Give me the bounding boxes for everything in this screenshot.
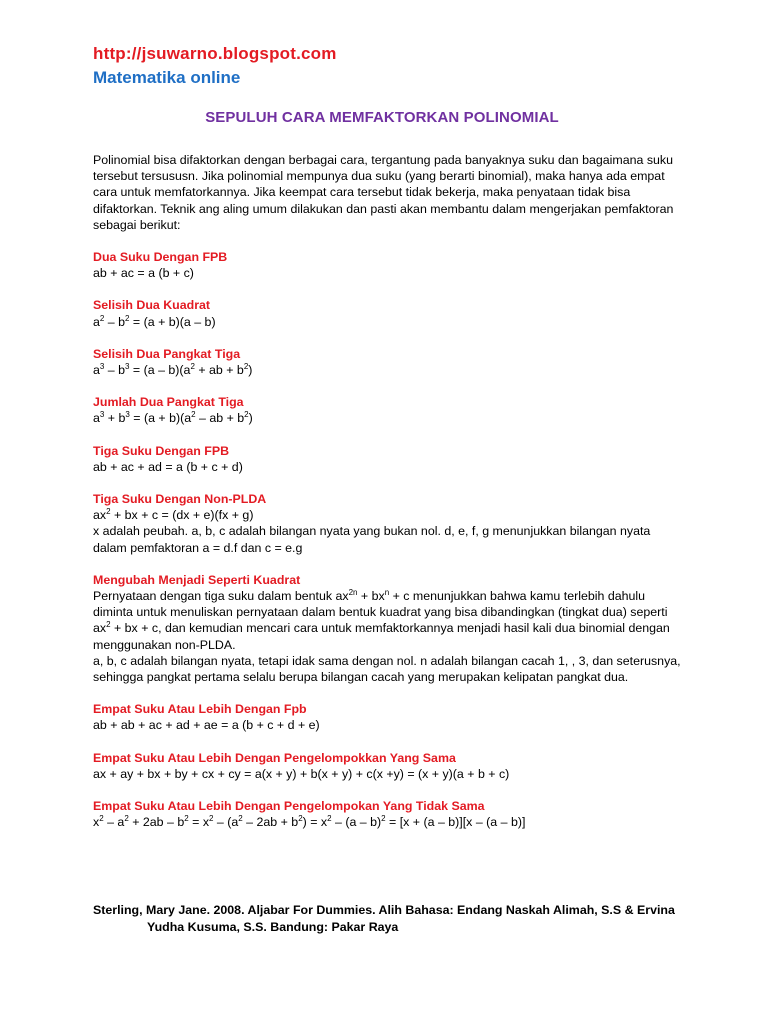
- section-jumlah-dua-pangkat-tiga: [93, 394, 683, 426]
- section-note: x adalah peubah. a, b, c adalah bilangan nyata yang bukan nol. d, e, f, g menunjukkan bilangan nyata dalam pemfaktoran a = d.f dan c = e.g: [93, 524, 651, 555]
- document-title: SEPULUH CARA MEMFAKTORKAN POLINOMIAL: [205, 109, 559, 126]
- formula: $x^2 - a^2 + 2ab - b^2 = x^2 - (a^2 - 2ab + b^2) = x^2 - (a - b)^2 = [x + (a - b)][x - (a - b)]$: [93, 814, 526, 830]
- section-selisih-dua-kuadrat: [93, 297, 683, 329]
- section-tiga-suku-fpb: [93, 443, 683, 475]
- document-body: [93, 152, 683, 847]
- formula: ax + ay + bx + by + cx + cy = a(x + y) + b(x + y) + c(x +y) = (x + y)(a + b + c): [93, 766, 510, 781]
- section-empat-suku-fpb: [93, 701, 683, 733]
- formula: ab + ac + ad = a (b + c + d): [93, 459, 243, 474]
- formula: $a^2 - b^2 = (a + b)(a - b)$: [93, 313, 216, 329]
- section-note: a, b, c adalah bilangan nyata, tetapi idak sama dengan nol. n adalah bilangan cacah 1, , 3, dan seterusnya, sehingga pangkat pertama selalu berupa bilangan cacah yang merupakan kelipatan pangkat dua.: [93, 653, 681, 685]
- formula: $a^3 + b^3 = (a + b)(a^2$ – ab + $b^2$): [93, 410, 253, 426]
- formula: $ax^2$ + bx + c = (dx + e)(fx + g): [93, 507, 254, 523]
- reference-line-1: Sterling, Mary Jane. 2008. Aljabar For Dummies. Alih Bahasa: Endang Naskah Alimah, S.S & Ervina: [93, 903, 675, 917]
- section-title: Selisih Dua Pangkat Tiga: [93, 346, 241, 361]
- section-title: Empat Suku Atau Lebih Dengan Fpb: [93, 702, 307, 717]
- section-pengelompokan-tidak-sama: [93, 798, 683, 830]
- section-title: Dua Suku Dengan FPB: [93, 250, 228, 265]
- section-title: Mengubah Menjadi Seperti Kuadrat: [93, 572, 301, 587]
- section-mengubah-seperti-kuadrat: [93, 572, 683, 685]
- reference: [93, 902, 683, 935]
- reference-line-2: Yudha Kusuma, S.S. Bandung: Pakar Raya: [147, 919, 399, 934]
- section-title: Empat Suku Atau Lebih Dengan Pengelompokan Yang Tidak Sama: [93, 799, 485, 814]
- section-pengelompokkan-sama: [93, 750, 683, 782]
- section-tiga-suku-non-plda: [93, 491, 683, 556]
- section-title: Empat Suku Atau Lebih Dengan Pengelompokkan Yang Sama: [93, 750, 456, 765]
- formula: $a^3 - b^3 = (a - b)(a^2$ + ab + $b^2$): [93, 362, 253, 378]
- section-title: Tiga Suku Dengan Non-PLDA: [93, 492, 267, 507]
- section-title: Selisih Dua Kuadrat: [93, 298, 211, 313]
- section-title: Tiga Suku Dengan FPB: [93, 443, 230, 458]
- formula: ab + ac = a (b + c): [93, 266, 194, 281]
- section-selisih-dua-pangkat-tiga: [93, 346, 683, 378]
- blog-url: http://jsuwarno.blogspot.com: [93, 44, 337, 63]
- section-title: Jumlah Dua Pangkat Tiga: [93, 395, 244, 410]
- formula: ab + ab + ac + ad + ae = a (b + c + d + e): [93, 718, 320, 733]
- intro-paragraph: Polinomial bisa difaktorkan dengan berbagai cara, tergantung pada banyaknya suku dan bagaimana suku tersebut tersususn. Jika polinomial mempunya dua suku (yang berarti binomial), maka hanya ada empat cara untuk memfatorkannya. Jika keempat cara tersebut tidak bekerja, maka penyataan tidak bisa difaktorkan. Teknik ang aling umum dilakukan dan pasti akan membantu dalam mengerjakan pemfaktoran sebagai berikut:: [93, 153, 674, 232]
- section-paragraph: Pernyataan dengan tiga suku dalam bentuk $ax^{2n} + bx^n + c$ menunjukkan bahwa kamu terlebih dahulu diminta untuk menuliskan pernyataan dalam bentuk kuadrat yang bisa dibandingkan (tingkat dua) seperti $ax^2$ + bx + c, dan kemudian mencari cara untuk memfaktorkannya menjadi hasil kali dua binomial dengan menggunakan non-PLDA.: [93, 588, 670, 652]
- blog-subtitle: Matematika online: [93, 68, 241, 87]
- section-dua-suku-fpb: [93, 249, 683, 281]
